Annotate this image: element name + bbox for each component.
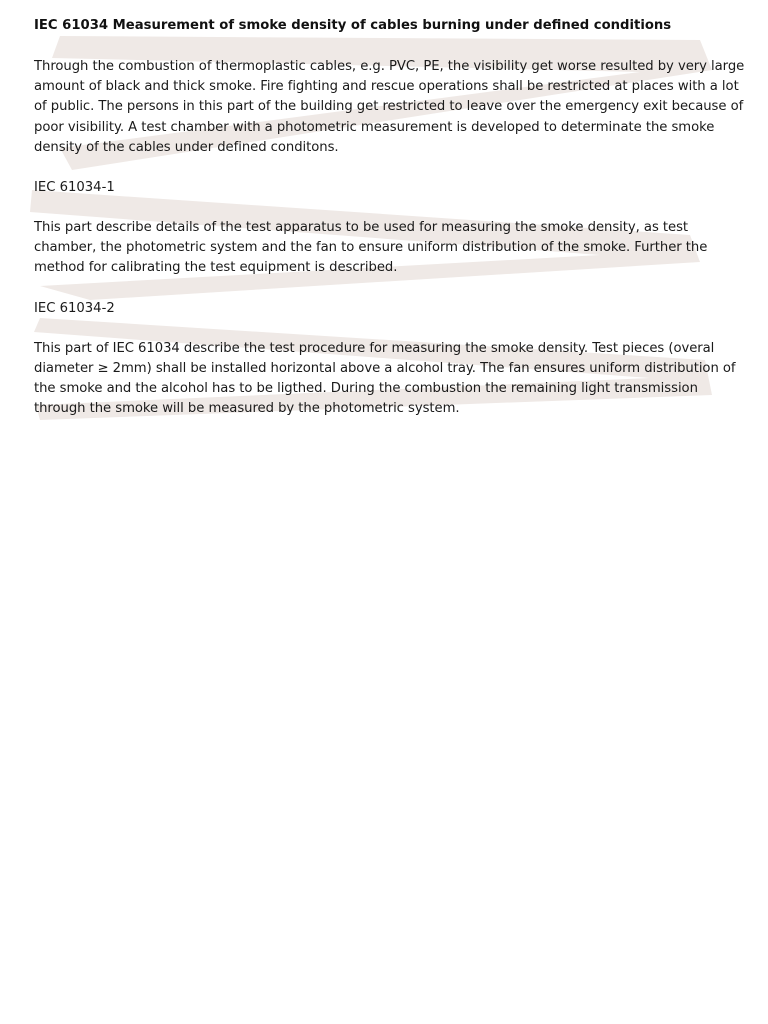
part2-line: diameter ≥ 2mm) shall be installed horizontal above a alcohol tray. The fan ensures uniform distribution of [34,360,736,376]
document-content [34,16,745,419]
part2-paragraph [34,339,736,420]
part2-line: through the smoke will be measured by the photometric system. [34,401,460,417]
intro-line: amount of black and thick smoke. Fire fighting and rescue operations shall be restricted at places with a lot [34,79,739,95]
part2-line: the smoke and the alcohol has to be ligthed. During the combustion the remaining light transmission [34,381,698,397]
part1-line: chamber, the photometric system and the fan to ensure uniform distribution of the smoke. Further the [34,240,708,256]
document-title: IEC 61034 Measurement of smoke density of cables burning under defined conditions [34,18,672,33]
part2-line: This part of IEC 61034 describe the test procedure for measuring the smoke density. Test pieces (overal [34,340,715,356]
intro-line: poor visibility. A test chamber with a photometric measurement is developed to determinate the smoke [34,119,715,135]
section-heading-part1: IEC 61034-1 [34,180,115,196]
part1-line: This part describe details of the test apparatus to be used for measuring the smoke density, as test [34,220,689,236]
intro-line: Through the combustion of thermoplastic cables, e.g. PVC, PE, the visibility get worse resulted by very large [34,59,745,74]
section-heading-part2: IEC 61034-2 [34,300,115,316]
part1-paragraph [34,218,724,279]
intro-paragraph [34,57,745,158]
intro-line: of public. The persons in this part of the building get restricted to leave over the emergency exit because of [34,99,744,115]
intro-line: density of the cables under defined conditons. [34,139,339,155]
part1-line: method for calibrating the test equipment is described. [34,260,398,276]
